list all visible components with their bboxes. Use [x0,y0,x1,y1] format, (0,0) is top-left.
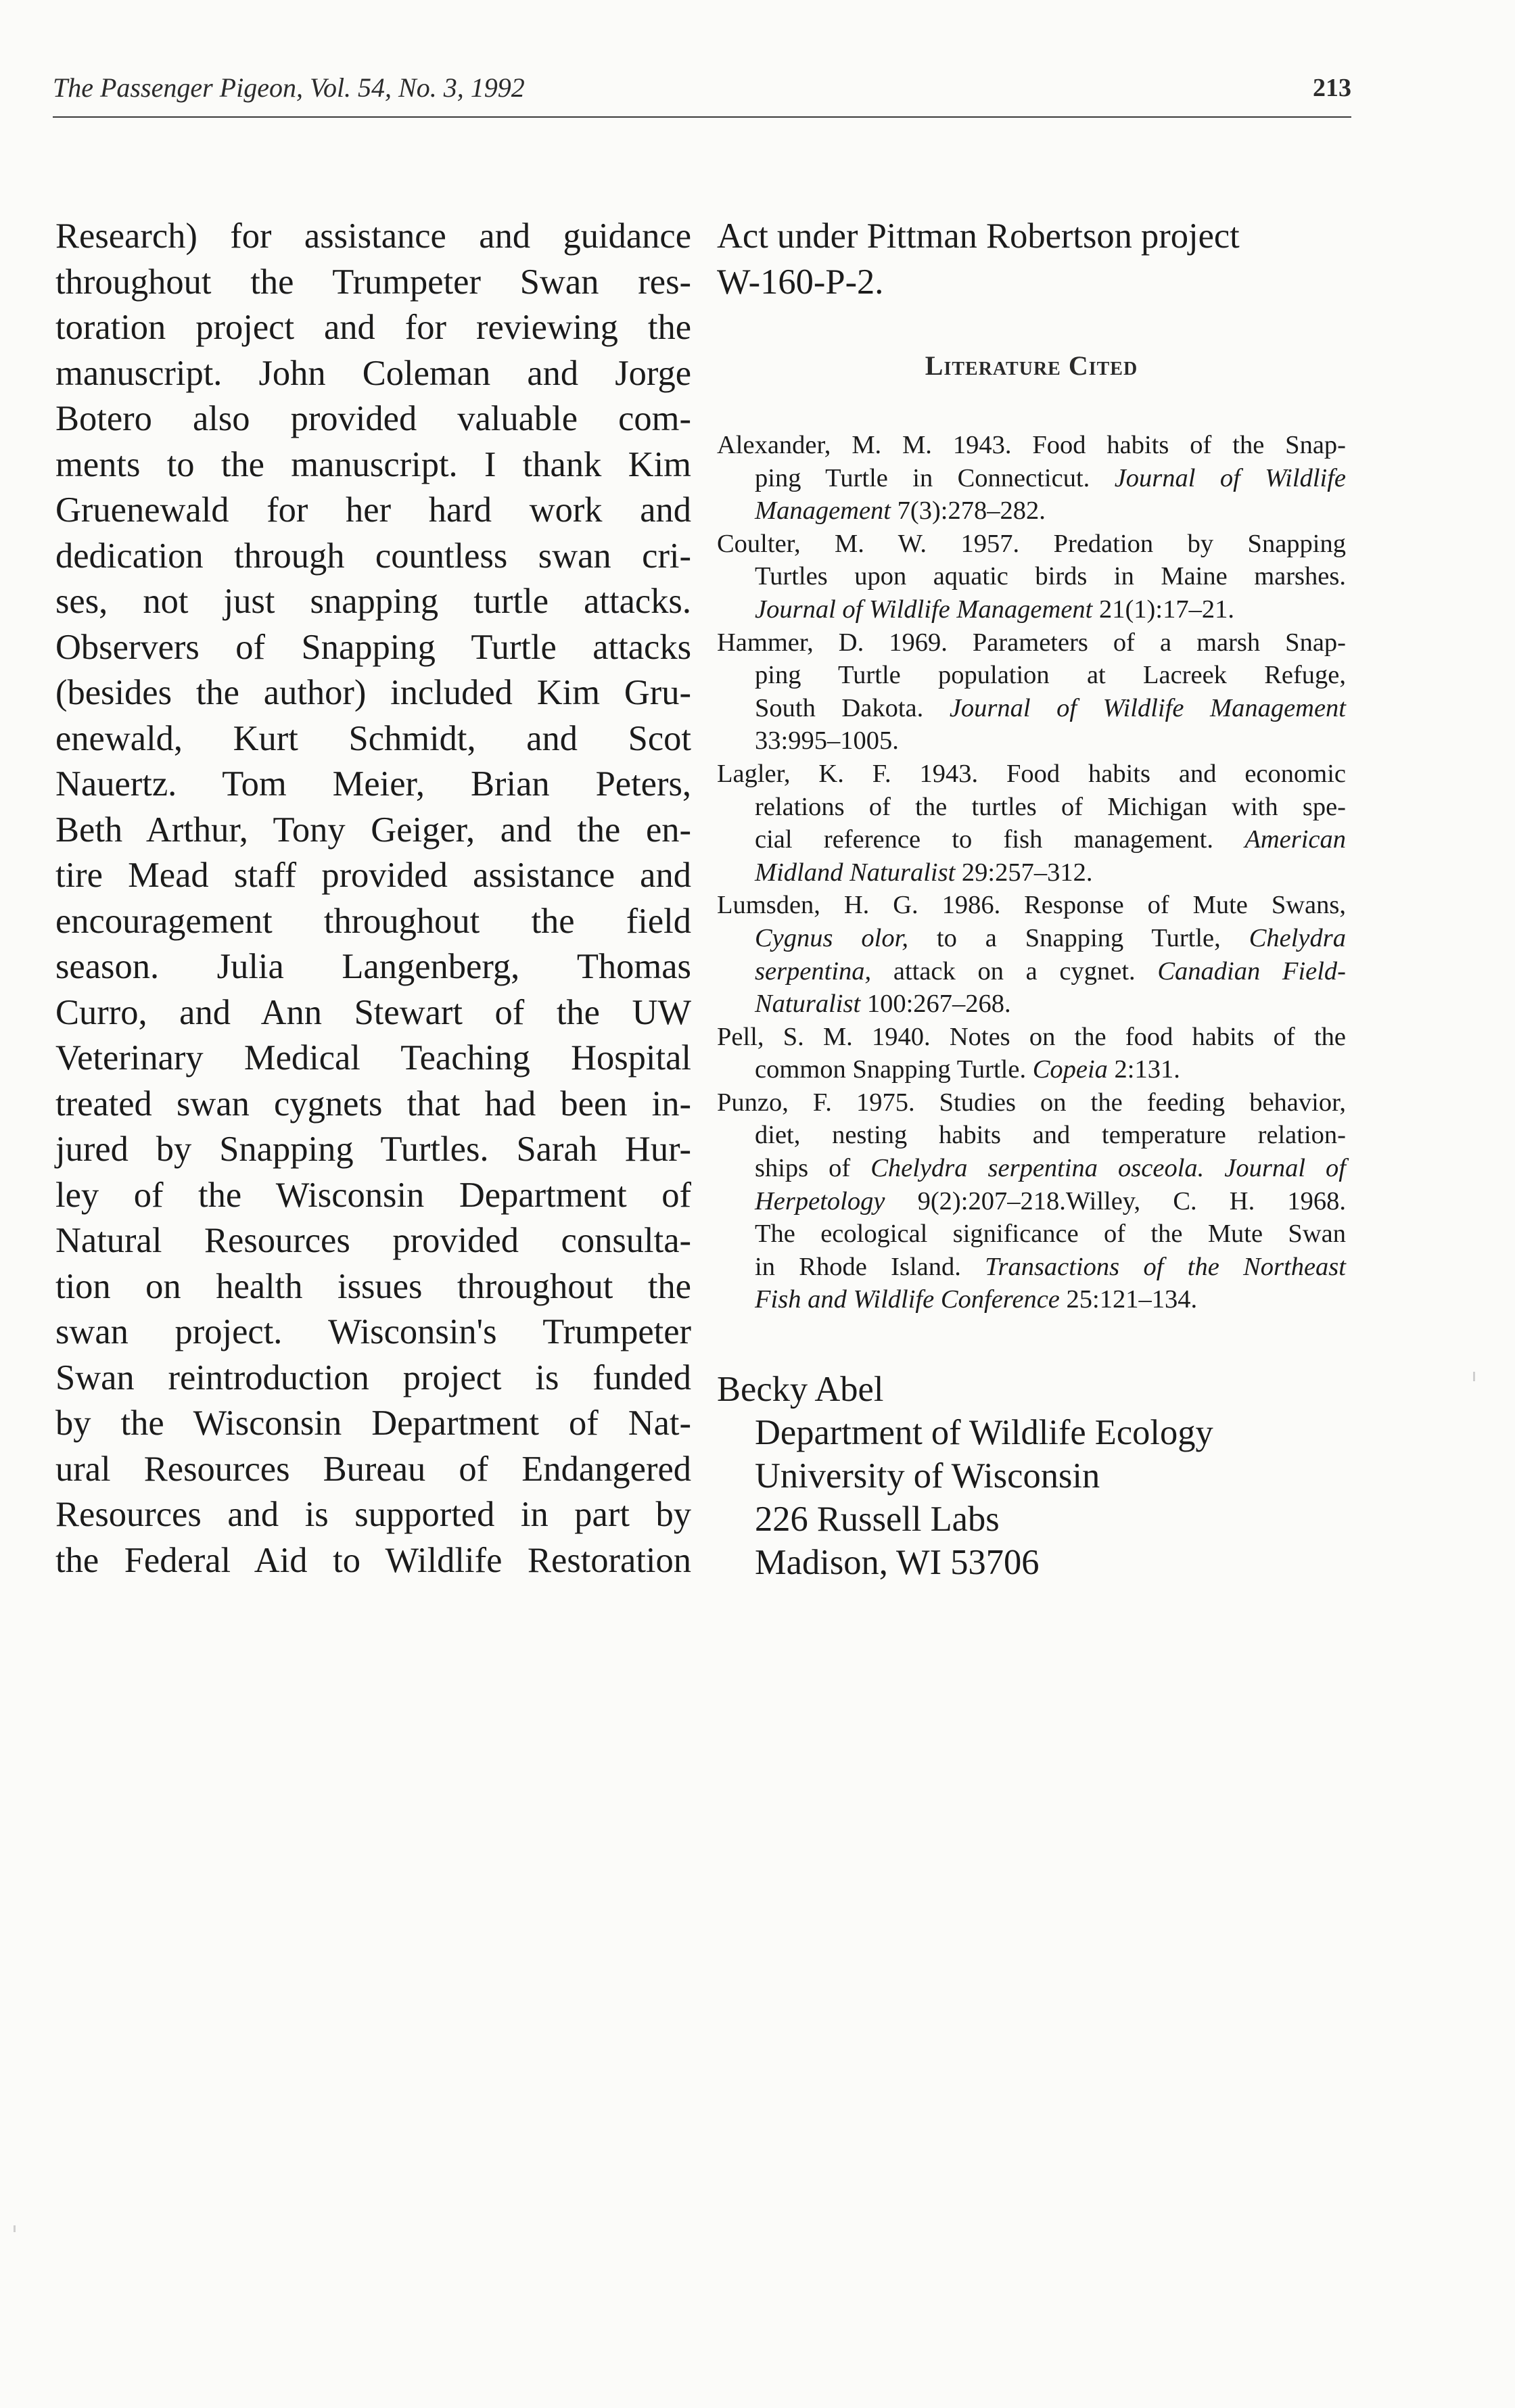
reference-list [717,429,1346,1316]
body-line: dedication through countless swan cri- [55,536,691,576]
reference-text: attack on a cygnet. [871,956,1158,986]
body-line: the Federal Aid to Wildlife Restoration [55,1540,691,1580]
body-line: Botero also provided valuable com- [55,399,691,438]
reference-pell [717,1021,1346,1086]
reference-text: 100:267–268. [860,990,1011,1019]
reference-line [717,1152,1346,1185]
body-line: Natural Resources provided consulta- [55,1221,691,1260]
reference-text: ships of [755,1154,871,1183]
body-line: encouragement throughout the field [55,901,691,941]
reference-line: relations of the turtles of Michigan with spe- [755,792,1346,821]
reference-lagler [717,758,1346,889]
body-line: ley of the Wisconsin Department of [55,1175,691,1215]
body-line: jured by Snapping Turtles. Sarah Hur- [55,1130,691,1169]
body-line: toration project and for reviewing the [55,308,691,347]
reference-line [717,856,1346,889]
reference-line: Pell, S. M. 1940. Notes on the food habits of the [717,1022,1346,1051]
body-line: Nauertz. Tom Meier, Brian Peters, [55,764,691,804]
author-address-line: Madison, WI 53706 [755,1543,1040,1583]
author-address-line: 226 Russell Labs [755,1500,1000,1539]
reference-hammer [717,626,1346,758]
body-line: Veterinary Medical Teaching Hospital [55,1038,691,1078]
body-line: ural Resources Bureau of Endangered [55,1449,691,1489]
left-column-text [55,214,691,1583]
reference-text: 9(2):207–218.Willey, C. H. 1968. [885,1186,1346,1215]
reference-line: Lagler, K. F. 1943. Food habits and economic [717,759,1346,788]
body-line: treated swan cygnets that had been in- [55,1084,691,1124]
reference-text: ping Turtle in Connecticut. [755,463,1115,492]
reference-text: 25:121–134. [1059,1285,1198,1314]
reference-line: Alexander, M. M. 1943. Food habits of the Snap- [717,431,1346,459]
reference-line [717,955,1346,988]
journal-citation: The Passenger Pigeon, Vol. 54, No. 3, 1992 [53,72,525,103]
reference-journal: Transactions of the Northeast [985,1252,1346,1281]
reference-line: diet, nesting habits and temperature relation- [755,1121,1346,1150]
reference-text: to a Snapping Turtle, [908,923,1249,952]
right-column [717,214,1346,1584]
body-line: Act under Pittman Robertson project [717,216,1240,256]
author-block [717,1368,1346,1584]
body-line: ses, not just snapping turtle attacks. [55,582,691,621]
reference-journal: American [1244,825,1346,854]
body-line: tire Mead staff provided assistance and [55,856,691,895]
reference-line [717,692,1346,725]
running-header [53,68,1351,122]
reference-line: Coulter, M. W. 1957. Predation by Snapping [717,529,1346,558]
body-line: Research) for assistance and guidance [55,216,691,256]
body-line: throughout the Trumpeter Swan res- [55,262,691,302]
reference-line: Punzo, F. 1975. Studies on the feeding behavior, [717,1088,1346,1117]
reference-journal: Canadian Field- [1157,956,1346,986]
reference-journal: Chelydra serpentina osceola. Journal of [870,1154,1346,1183]
reference-line [717,1185,1346,1218]
reference-journal: Naturalist [755,990,861,1019]
reference-journal: Midland Naturalist [755,858,956,887]
body-line: Gruenewald for her hard work and [55,490,691,530]
literature-cited-heading: Literature Cited [925,350,1138,381]
reference-lumsden [717,889,1346,1020]
reference-journal: Fish and Wildlife Conference [755,1285,1060,1314]
body-line: ments to the manuscript. I thank Kim [55,444,691,484]
body-line: Curro, and Ann Stewart of the UW [55,992,691,1032]
scan-mark [1473,1372,1475,1381]
reference-alexander [717,429,1346,528]
body-line: by the Wisconsin Department of Nat- [55,1404,691,1443]
reference-line [717,494,1346,528]
reference-journal: Copeia [1032,1055,1108,1084]
reference-line: ping Turtle population at Lacreek Refuge, [755,661,1346,690]
reference-line: Hammer, D. 1969. Parameters of a marsh Snap- [717,628,1346,657]
body-line: manuscript. John Coleman and Jorge [55,353,691,393]
reference-journal: Herpetology [755,1186,885,1215]
reference-text: South Dakota. [755,693,950,722]
reference-species: serpentina, [755,956,872,986]
reference-line [717,1053,1346,1086]
reference-coulter [717,528,1346,626]
body-line: (besides the author) included Kim Gru- [55,673,691,712]
reference-line [717,1251,1346,1284]
reference-text: common Snapping Turtle. [755,1055,1033,1084]
reference-line: 33:995–1005. [755,726,899,756]
body-line: Observers of Snapping Turtle attacks [55,627,691,667]
reference-line: Lumsden, H. G. 1986. Response of Mute Swans, [717,891,1346,920]
reference-species: Chelydra [1249,923,1346,952]
author-address-line: University of Wisconsin [755,1456,1100,1496]
reference-line: Turtles upon aquatic birds in Maine marshes. [755,562,1346,591]
reference-text: 21(1):17–21. [1092,595,1234,624]
body-line: W-160-P-2. [717,262,884,302]
body-line: Swan reintroduction project is funded [55,1358,691,1397]
reference-text: 29:257–312. [955,858,1093,887]
body-line: tion on health issues throughout the [55,1266,691,1306]
reference-species: Cygnus olor, [755,923,908,952]
author-name: Becky Abel [717,1370,884,1410]
acknowledgment-continuation [717,214,1346,305]
reference-text: in Rhode Island. [755,1252,985,1281]
reference-line [717,1283,1346,1316]
reference-journal: Journal of Wildlife [1114,463,1346,492]
scan-mark [14,2225,16,2232]
reference-journal: Journal of Wildlife Management [755,595,1093,624]
reference-text: 2:131. [1107,1055,1180,1084]
header-rule [53,116,1351,118]
body-line: Resources and is supported in part by [55,1495,691,1534]
page-number: 213 [1313,74,1351,102]
reference-journal: Journal of Wildlife Management [949,693,1346,722]
author-address-line: Department of Wildlife Ecology [755,1413,1213,1453]
reference-journal: Management [755,496,891,526]
reference-line [717,462,1346,495]
body-line: season. Julia Langenberg, Thomas [55,947,691,986]
reference-text: cial reference to fish management. [755,825,1245,854]
reference-line [717,593,1346,626]
body-line: enewald, Kurt Schmidt, and Scot [55,718,691,758]
reference-punzo [717,1086,1346,1316]
reference-line [717,922,1346,955]
reference-line [717,823,1346,856]
reference-line: The ecological significance of the Mute Swan [755,1220,1346,1249]
reference-text: 7(3):278–282. [891,496,1046,526]
body-line: Beth Arthur, Tony Geiger, and the en- [55,810,691,850]
reference-line [717,988,1346,1021]
body-line: swan project. Wisconsin's Trumpeter [55,1312,691,1351]
